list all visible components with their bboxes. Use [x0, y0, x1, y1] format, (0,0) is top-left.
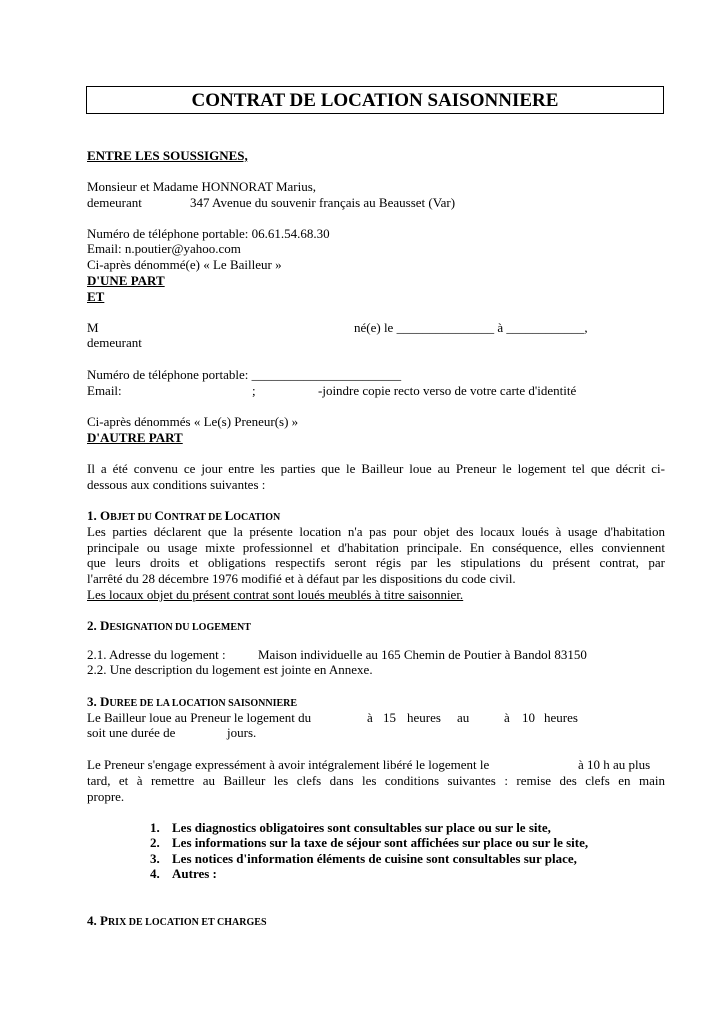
- section-1-heading-part: L: [224, 508, 234, 523]
- address-value: Maison individuelle au 165 Chemin de Poutier à Bandol 83150: [258, 647, 587, 662]
- bailleur-name: Monsieur et Madame HONNORAT Marius,: [87, 179, 317, 194]
- preneur-demeurant: demeurant: [87, 335, 142, 350]
- duration-au: au: [457, 710, 470, 725]
- section-3-number: 3.: [87, 694, 100, 709]
- list-text: Les diagnostics obligatoires sont consultables sur place ou sur le site,: [172, 820, 551, 835]
- engage-line-2: tard, et à remettre au Bailleur les clefs dans les conditions suivantes : remise des clefs en main: [87, 773, 665, 788]
- preneur-phone: Numéro de téléphone portable: _______________________: [87, 367, 402, 382]
- section-4-number: 4.: [87, 913, 100, 928]
- section-3-heading-part: UREE DE LA LOCATION SAISONNIERE: [109, 698, 298, 709]
- list-number: 4.: [150, 866, 160, 881]
- duration-a2: à: [504, 710, 510, 725]
- bailleur-phone: Numéro de téléphone portable: 06.61.54.68.30: [87, 226, 330, 241]
- section-4-heading: [87, 913, 267, 931]
- description-line: 2.2. Une description du logement est jointe en Annexe.: [87, 662, 373, 677]
- section-1-heading-part: BJET DU: [110, 512, 155, 523]
- list-item: [150, 835, 588, 851]
- contract-title: CONTRAT DE LOCATION SAISONNIERE: [86, 86, 664, 114]
- list-text: Les informations sur la taxe de séjour sont affichées sur place ou sur le site,: [172, 835, 589, 850]
- section-2-heading-part: ESIGNATION DU LOGEMENT: [109, 622, 251, 633]
- engage-line-1-end: à 10 h au plus: [578, 757, 651, 772]
- list-item: [150, 820, 551, 836]
- preneur-birth: né(e) le _______________ à ____________,: [354, 320, 588, 335]
- bailleur-demeurant-label: demeurant: [87, 195, 142, 210]
- section-2-number: 2.: [87, 618, 100, 633]
- section-1-underlined: Les locaux objet du présent contrat sont loués meublés à titre saisonnier.: [87, 587, 464, 602]
- duration-jours: jours.: [227, 725, 257, 740]
- bailleur-email: Email: n.poutier@yahoo.com: [87, 241, 241, 256]
- section-1-line: Les parties déclarent que la présente location n'a pas pour objet des locaux loués à usage d'habitation: [87, 524, 665, 539]
- preneur-alias: Ci-après dénommés « Le(s) Preneur(s) »: [87, 414, 299, 429]
- list-number: 3.: [150, 851, 160, 866]
- section-2-heading-part: D: [100, 618, 110, 633]
- list-number: 2.: [150, 835, 160, 850]
- duration-heures-1: heures: [407, 710, 441, 725]
- section-1-line: que leurs droits et obligations respectifs seront régis par les stipulations du présent contrat, par: [87, 555, 665, 570]
- bailleur-address: 347 Avenue du souvenir français au Beausset (Var): [190, 195, 456, 210]
- section-1-line: principale ou usage mixte professionnel et d'habitation principale. En conséquence, elles conviennent: [87, 540, 665, 555]
- preneur-email-label: Email:: [87, 383, 122, 398]
- dune-part: D'UNE PART: [87, 273, 165, 288]
- section-1-heading-part: O: [100, 508, 111, 523]
- duration-hour-1: 15: [383, 710, 396, 725]
- section-4-heading-part: RIX DE LOCATION ET CHARGES: [107, 917, 267, 928]
- address-label: 2.1. Adresse du logement :: [87, 647, 226, 662]
- preneur-m: M: [87, 320, 99, 335]
- engage-line-3: propre.: [87, 789, 125, 804]
- et-label: ET: [87, 289, 105, 304]
- section-2-heading: [87, 618, 251, 636]
- list-item: [150, 851, 577, 867]
- section-1-heading-part: OCATION: [233, 512, 281, 523]
- list-number: 1.: [150, 820, 160, 835]
- preneur-email-sep: ;: [252, 383, 256, 398]
- intro-line-1: Il a été convenu ce jour entre les parties que le Bailleur loue au Preneur le logement tel que décrit ci-: [87, 461, 665, 476]
- list-text: Les notices d'information éléments de cuisine sont consultables sur place,: [172, 851, 577, 866]
- section-1-heading-part: ONTRAT DE: [163, 512, 225, 523]
- list-item: [150, 866, 217, 882]
- parties-heading: ENTRE LES SOUSSIGNES,: [87, 148, 248, 163]
- duration-heures-2: heures: [544, 710, 578, 725]
- section-1-heading-part: C: [154, 508, 164, 523]
- list-text: Autres :: [172, 866, 217, 881]
- section-1-number: 1.: [87, 508, 100, 523]
- bailleur-alias: Ci-après dénommé(e) « Le Bailleur »: [87, 257, 282, 272]
- preneur-id-note: -joindre copie recto verso de votre carte d'identité: [318, 383, 577, 398]
- section-1-line: l'arrêté du 28 décembre 1976 modifié et à défaut par les dispositions du code civil.: [87, 571, 516, 586]
- duration-a1: à: [367, 710, 373, 725]
- duration-line-1: Le Bailleur loue au Preneur le logement du: [87, 710, 312, 725]
- duration-line-2: soit une durée de: [87, 725, 176, 740]
- intro-line-2: dessous aux conditions suivantes :: [87, 477, 266, 492]
- engage-line-1: Le Preneur s'engage expressément à avoir intégralement libéré le logement le: [87, 757, 490, 772]
- section-3-heading-part: D: [100, 694, 110, 709]
- section-4-heading-part: P: [100, 913, 108, 928]
- dautre-part: D'AUTRE PART: [87, 430, 183, 445]
- duration-hour-2: 10: [522, 710, 535, 725]
